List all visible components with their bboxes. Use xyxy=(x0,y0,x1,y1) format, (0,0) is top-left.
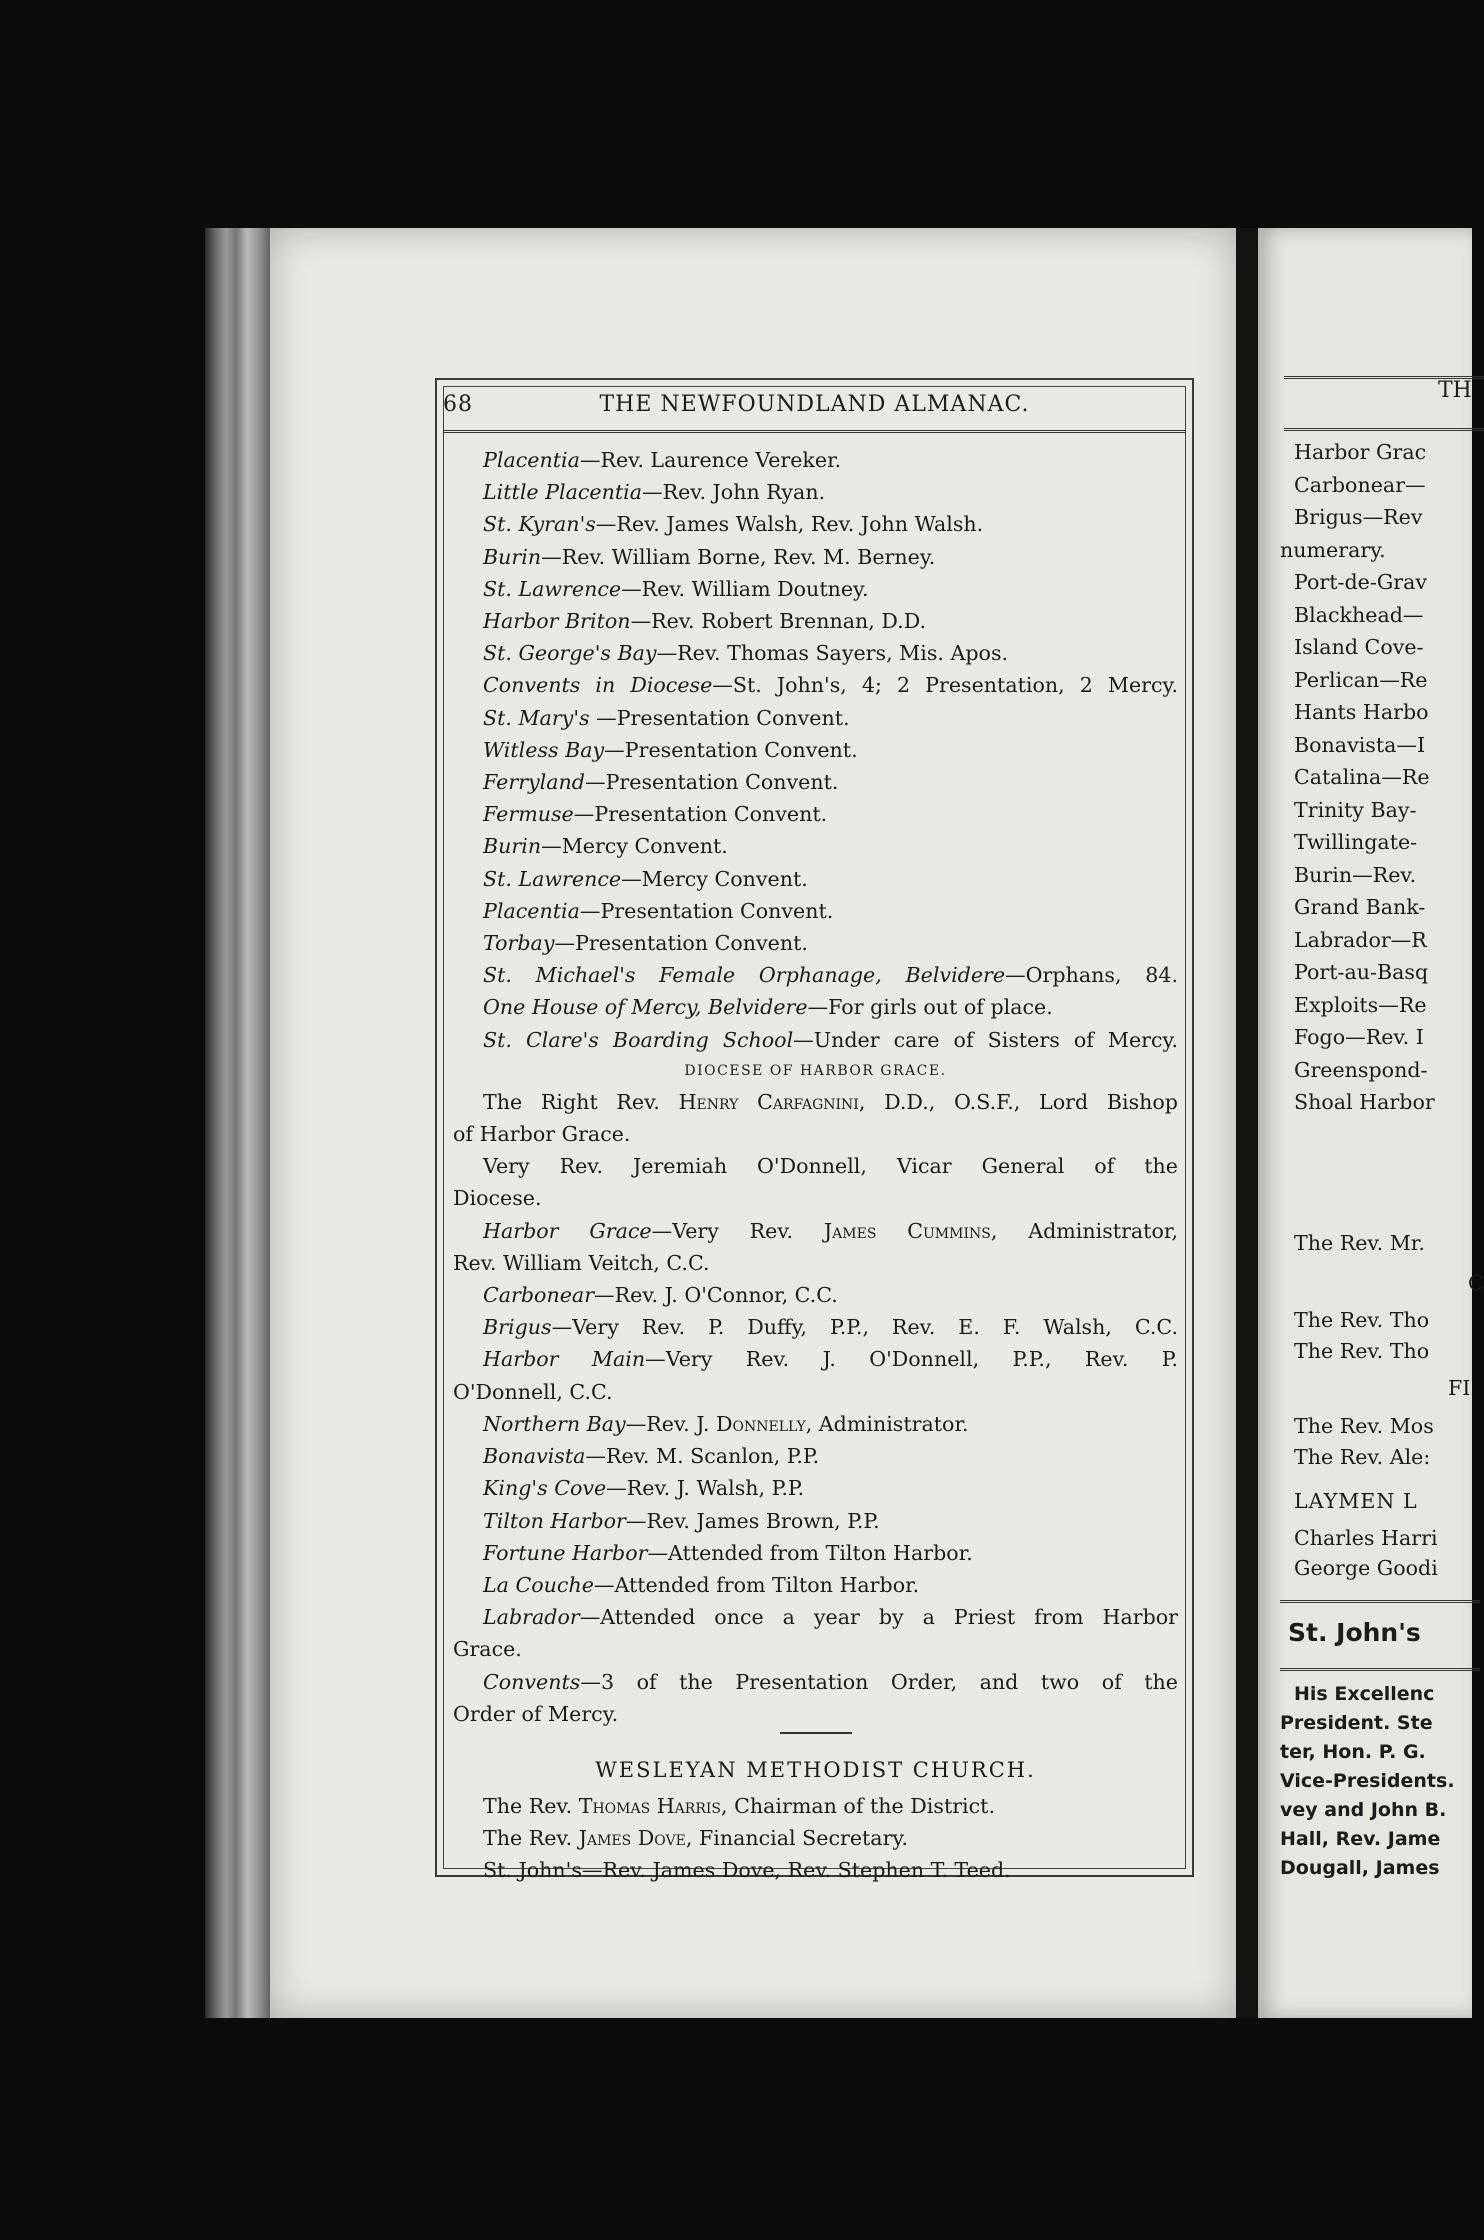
bonavista-line: Bonavista—Rev. M. Scanlon, P.P. xyxy=(483,1444,820,1469)
harbor-grace-line-cont: Rev. William Veitch, C.C. xyxy=(453,1250,710,1275)
right-laymen-heading: LAYMEN L xyxy=(1294,1489,1418,1513)
right-rev-line-4: The Rev. Ale: xyxy=(1294,1445,1431,1469)
right-list-line: Island Cove- xyxy=(1294,635,1424,659)
page-number: 68 xyxy=(443,392,473,417)
right-list-line: Port-au-Basq xyxy=(1294,960,1429,984)
right-list-line: Bonavista—I xyxy=(1294,732,1426,757)
harbor-main-line: Harbor Main—Very Rev. J. O'Donnell, P.P., Rev. P. xyxy=(483,1347,1178,1372)
right-charles: Charles Harri xyxy=(1294,1526,1438,1550)
right-bottom-line: Dougall, James xyxy=(1280,1857,1440,1879)
labrador-line: Labrador—Attended once a year by a Priest from Harbor xyxy=(483,1605,1178,1630)
right-list-line: Greenspond- xyxy=(1294,1057,1428,1082)
right-list-line: Trinity Bay- xyxy=(1294,797,1417,822)
right-bottom-line: ter, Hon. P. G. xyxy=(1280,1741,1426,1763)
running-title: THE NEWFOUNDLAND ALMANAC. xyxy=(599,392,1030,417)
right-list-line: Carbonear— xyxy=(1294,472,1426,497)
vicar-line: Very Rev. Jeremiah O'Donnell, Vicar General of the xyxy=(483,1154,1178,1179)
right-letter-f: FI xyxy=(1448,1376,1471,1400)
right-list-line: Exploits—Re xyxy=(1294,992,1427,1017)
kings-cove-line: King's Cove—Rev. J. Walsh, P.P. xyxy=(483,1476,805,1501)
chairman-line: The Rev. Thomas Harris, Chairman of the District. xyxy=(483,1793,996,1818)
secretary-line: The Rev. James Dove, Financial Secretary. xyxy=(483,1826,908,1851)
harbor-main-line-cont: O'Donnell, C.C. xyxy=(453,1379,613,1404)
right-rev-line-1: The Rev. Tho xyxy=(1294,1308,1430,1332)
right-st-johns-rule xyxy=(1280,1668,1480,1671)
entry-line: St. Mary's —Presentation Convent. xyxy=(483,705,850,730)
section-heading-wesleyan: WESLEYAN METHODIST CHURCH. xyxy=(595,1757,1036,1782)
right-bottom-line: Hall, Rev. Jame xyxy=(1280,1828,1441,1850)
entry-line: Harbor Briton—Rev. Robert Brennan, D.D. xyxy=(483,609,927,634)
right-list-line: Port-de-Grav xyxy=(1294,570,1428,594)
right-list-line: Shoal Harbor xyxy=(1294,1090,1435,1114)
right-header-rule xyxy=(1284,428,1484,431)
right-list-line: Brigus—Rev xyxy=(1294,505,1423,529)
la-couche-line: La Couche—Attended from Tilton Harbor. xyxy=(483,1572,920,1597)
vicar-line-cont: Diocese. xyxy=(453,1186,542,1211)
northern-bay-line: Northern Bay—Rev. J. Donnelly, Administrator. xyxy=(483,1411,969,1436)
st-johns-line: St. John's—Rev. James Dove, Rev. Stephen T. Teed. xyxy=(483,1858,1011,1883)
entry-line: Placentia—Presentation Convent. xyxy=(483,898,834,923)
convents-line-cont: Order of Mercy. xyxy=(453,1701,619,1726)
right-rev-line-3: The Rev. Mos xyxy=(1294,1414,1434,1438)
entry-line: St. Lawrence—Mercy Convent. xyxy=(483,866,808,891)
labrador-line-cont: Grace. xyxy=(453,1637,522,1662)
right-bottom-line: vey and John B. xyxy=(1280,1799,1447,1821)
right-list-line: Perlican—Re xyxy=(1294,667,1428,692)
entry-line: Ferryland—Presentation Convent. xyxy=(483,770,839,795)
right-letter-c: C xyxy=(1468,1271,1484,1295)
entry-line: Fermuse—Presentation Convent. xyxy=(483,802,828,827)
right-bottom-line: Vice-Presidents. xyxy=(1280,1770,1455,1792)
harbor-grace-line: Harbor Grace—Very Rev. James Cummins, Administrator, xyxy=(483,1218,1178,1243)
entry-line: Torbay—Presentation Convent. xyxy=(483,931,808,956)
right-list-line: Blackhead— xyxy=(1294,602,1424,627)
bishop-line: The Right Rev. Henry Carfagnini, D.D., O.S.F., Lord Bishop xyxy=(483,1089,1178,1114)
right-section-rule xyxy=(1280,1600,1480,1603)
right-bottom-line: His Excellenc xyxy=(1294,1683,1435,1705)
fortune-harbor-line: Fortune Harbor—Attended from Tilton Harbor. xyxy=(483,1540,973,1565)
header-rule xyxy=(443,430,1186,436)
entry-line: St. George's Bay—Rev. Thomas Sayers, Mis. Apos. xyxy=(483,641,1009,666)
right-page xyxy=(1258,228,1484,2018)
entry-line: St. Michael's Female Orphanage, Belvidere—Orphans, 84. xyxy=(483,963,1178,988)
tilton-harbor-line: Tilton Harbor—Rev. James Brown, P.P. xyxy=(483,1508,880,1533)
entry-line: St. Lawrence—Rev. William Doutney. xyxy=(483,576,869,601)
convents-line: Convents—3 of the Presentation Order, and two of the xyxy=(483,1669,1178,1694)
entry-line: Witless Bay—Presentation Convent. xyxy=(483,737,858,762)
entry-line: Burin—Mercy Convent. xyxy=(483,834,728,859)
right-list-line: Grand Bank- xyxy=(1294,895,1426,919)
right-list-line: Burin—Rev. xyxy=(1294,862,1417,887)
book-spine-edge xyxy=(205,228,275,2018)
entry-line: Convents in Diocese—St. John's, 4; 2 Presentation, 2 Mercy. xyxy=(483,673,1178,698)
carbonear-line: Carbonear—Rev. J. O'Connor, C.C. xyxy=(483,1283,838,1308)
right-running-title: TH xyxy=(1438,378,1472,403)
entry-line: St. Kyran's—Rev. James Walsh, Rev. John Walsh. xyxy=(483,512,984,537)
right-bottom-line: President. Ste xyxy=(1280,1712,1433,1734)
entry-line: Placentia—Rev. Laurence Vereker. xyxy=(483,448,842,472)
page-frame xyxy=(435,378,1194,1883)
brigus-line: Brigus—Very Rev. P. Duffy, P.P., Rev. E. F. Walsh, C.C. xyxy=(483,1315,1178,1340)
right-list-line: Labrador—R xyxy=(1294,927,1427,952)
page-header xyxy=(437,392,1192,422)
section-divider xyxy=(780,1732,852,1740)
entry-line: Little Placentia—Rev. John Ryan. xyxy=(483,480,826,505)
placentia-diocese-list xyxy=(453,444,1178,1056)
entry-line: St. Clare's Boarding School—Under care of Sisters of Mercy. xyxy=(483,1027,1179,1052)
page-content xyxy=(453,444,1178,1887)
right-list-line: Catalina—Re xyxy=(1294,765,1430,789)
right-list-line: Hants Harbo xyxy=(1294,700,1429,724)
right-list-line: Fogo—Rev. I xyxy=(1294,1025,1424,1049)
page-gutter xyxy=(1236,228,1258,2018)
bishop-line-cont: of Harbor Grace. xyxy=(453,1122,631,1147)
right-rev-mr: The Rev. Mr. xyxy=(1294,1231,1425,1255)
right-st-johns-heading: St. John's xyxy=(1288,1618,1421,1647)
right-george: George Goodi xyxy=(1294,1556,1438,1580)
right-list-line: numerary. xyxy=(1280,537,1386,562)
entry-line: Burin—Rev. William Borne, Rev. M. Berney. xyxy=(483,544,936,569)
right-rev-line-2: The Rev. Tho xyxy=(1294,1339,1430,1363)
right-list-line: Harbor Grac xyxy=(1294,440,1427,464)
right-list-line: Twillingate- xyxy=(1294,830,1418,854)
entry-line: One House of Mercy, Belvidere—For girls out of place. xyxy=(483,995,1053,1020)
section-heading-harbor-grace: DIOCESE OF HARBOR GRACE. xyxy=(684,1062,947,1079)
